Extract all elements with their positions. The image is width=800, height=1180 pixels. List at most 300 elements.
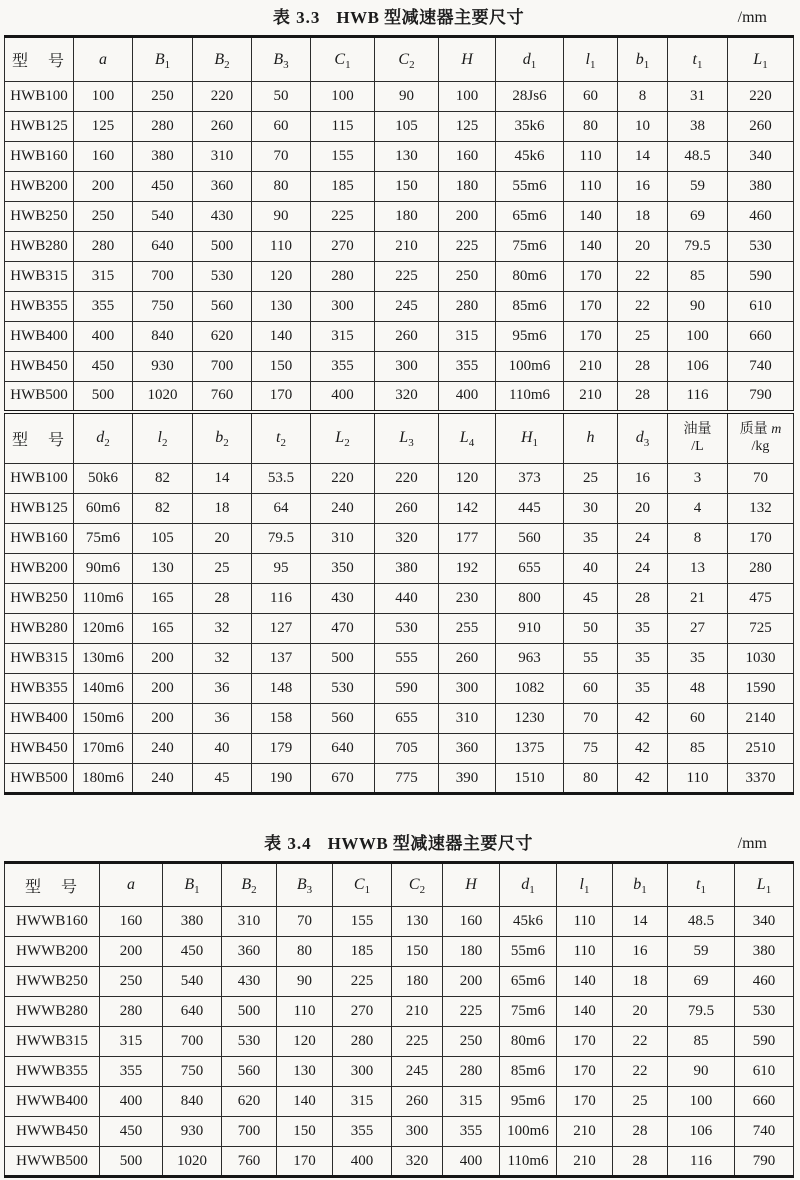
value-cell: 13 <box>668 554 728 584</box>
value-cell: 700 <box>133 262 193 292</box>
value-cell: 185 <box>333 937 392 967</box>
value-cell: 115 <box>311 112 375 142</box>
value-cell: 260 <box>193 112 252 142</box>
value-cell: 100 <box>439 82 496 112</box>
value-cell: 110m6 <box>500 1147 557 1177</box>
value-cell: 130m6 <box>74 644 133 674</box>
value-cell: 240 <box>133 734 193 764</box>
value-cell: 179 <box>252 734 311 764</box>
value-cell: 14 <box>193 464 252 494</box>
value-cell: 35 <box>668 644 728 674</box>
column-header: $B_3$ <box>252 37 311 82</box>
value-cell: 20 <box>618 494 668 524</box>
value-cell: 775 <box>375 764 439 794</box>
value-cell: 100 <box>311 82 375 112</box>
value-cell: 60 <box>564 674 618 704</box>
value-cell: 225 <box>443 997 500 1027</box>
value-cell: 36 <box>193 674 252 704</box>
value-cell: 100m6 <box>496 352 564 382</box>
column-header: $B_2$ <box>193 37 252 82</box>
value-cell: 127 <box>252 614 311 644</box>
value-cell: 245 <box>375 292 439 322</box>
table-row <box>5 1057 794 1087</box>
value-cell: 85 <box>668 1027 735 1057</box>
model-cell: HWB100 <box>5 464 74 494</box>
value-cell: 210 <box>564 382 618 412</box>
value-cell: 65m6 <box>500 967 557 997</box>
value-cell: 45k6 <box>496 142 564 172</box>
value-cell: 70 <box>252 142 311 172</box>
column-header: $l_2$ <box>133 412 193 464</box>
value-cell: 460 <box>728 202 794 232</box>
table34-caption-number: 表 3.4 <box>264 834 312 853</box>
column-header: 质量 m /kg <box>728 412 794 464</box>
table-row <box>5 1027 794 1057</box>
value-cell: 116 <box>668 1147 735 1177</box>
value-cell: 100m6 <box>500 1117 557 1147</box>
value-cell: 280 <box>100 997 163 1027</box>
column-header: $t_1$ <box>668 37 728 82</box>
value-cell: 700 <box>222 1117 277 1147</box>
model-cell: HWB125 <box>5 494 74 524</box>
value-cell: 300 <box>392 1117 443 1147</box>
value-cell: 170 <box>277 1147 333 1177</box>
model-cell: HWB355 <box>5 674 74 704</box>
value-cell: 48.5 <box>668 907 735 937</box>
value-cell: 70 <box>564 704 618 734</box>
value-cell: 50k6 <box>74 464 133 494</box>
value-cell: 55m6 <box>500 937 557 967</box>
value-cell: 340 <box>728 142 794 172</box>
value-cell: 130 <box>277 1057 333 1087</box>
value-cell: 116 <box>668 382 728 412</box>
value-cell: 45 <box>193 764 252 794</box>
value-cell: 320 <box>375 524 439 554</box>
model-cell: HWB280 <box>5 232 74 262</box>
value-cell: 120 <box>439 464 496 494</box>
value-cell: 55 <box>564 644 618 674</box>
value-cell: 530 <box>193 262 252 292</box>
value-cell: 240 <box>311 494 375 524</box>
value-cell: 620 <box>222 1087 277 1117</box>
value-cell: 355 <box>443 1117 500 1147</box>
value-cell: 82 <box>133 464 193 494</box>
value-cell: 315 <box>333 1087 392 1117</box>
value-cell: 42 <box>618 704 668 734</box>
value-cell: 790 <box>735 1147 794 1177</box>
model-cell: HWB400 <box>5 704 74 734</box>
value-cell: 35 <box>618 644 668 674</box>
model-cell: HWWB160 <box>5 907 100 937</box>
value-cell: 48 <box>668 674 728 704</box>
table-row <box>5 614 794 644</box>
value-cell: 610 <box>728 292 794 322</box>
value-cell: 75 <box>564 734 618 764</box>
value-cell: 360 <box>193 172 252 202</box>
value-cell: 60 <box>252 112 311 142</box>
value-cell: 930 <box>163 1117 222 1147</box>
value-cell: 430 <box>311 584 375 614</box>
value-cell: 315 <box>439 322 496 352</box>
column-header: $l_1$ <box>564 37 618 82</box>
value-cell: 200 <box>439 202 496 232</box>
column-header: $C_2$ <box>375 37 439 82</box>
value-cell: 1020 <box>133 382 193 412</box>
value-cell: 500 <box>100 1147 163 1177</box>
value-cell: 315 <box>443 1087 500 1117</box>
value-cell: 42 <box>618 734 668 764</box>
value-cell: 160 <box>439 142 496 172</box>
column-header: $d_1$ <box>500 863 557 907</box>
value-cell: 270 <box>311 232 375 262</box>
value-cell: 200 <box>133 644 193 674</box>
column-header: h <box>564 412 618 464</box>
value-cell: 310 <box>193 142 252 172</box>
value-cell: 400 <box>333 1147 392 1177</box>
value-cell: 180 <box>443 937 500 967</box>
column-header: a <box>100 863 163 907</box>
value-cell: 170 <box>557 1087 613 1117</box>
value-cell: 200 <box>74 172 133 202</box>
value-cell: 170 <box>564 262 618 292</box>
column-header: 油量 /L <box>668 412 728 464</box>
value-cell: 53.5 <box>252 464 311 494</box>
value-cell: 700 <box>163 1027 222 1057</box>
value-cell: 16 <box>613 937 668 967</box>
value-cell: 700 <box>193 352 252 382</box>
value-cell: 180m6 <box>74 764 133 794</box>
value-cell: 963 <box>496 644 564 674</box>
value-cell: 35 <box>618 614 668 644</box>
table33-unit-label: /mm <box>737 9 767 26</box>
value-cell: 90 <box>668 292 728 322</box>
value-cell: 355 <box>439 352 496 382</box>
value-cell: 165 <box>133 584 193 614</box>
value-cell: 69 <box>668 202 728 232</box>
value-cell: 79.5 <box>668 232 728 262</box>
value-cell: 140 <box>564 232 618 262</box>
value-cell: 110 <box>668 764 728 794</box>
value-cell: 20 <box>618 232 668 262</box>
value-cell: 28 <box>613 1147 668 1177</box>
value-cell: 110m6 <box>74 584 133 614</box>
model-cell: HWB315 <box>5 644 74 674</box>
value-cell: 225 <box>392 1027 443 1057</box>
value-cell: 355 <box>74 292 133 322</box>
value-cell: 190 <box>252 764 311 794</box>
column-header: $C_2$ <box>392 863 443 907</box>
value-cell: 2510 <box>728 734 794 764</box>
value-cell: 110 <box>564 142 618 172</box>
value-cell: 355 <box>311 352 375 382</box>
value-cell: 158 <box>252 704 311 734</box>
value-cell: 750 <box>133 292 193 322</box>
value-cell: 260 <box>392 1087 443 1117</box>
value-cell: 255 <box>439 614 496 644</box>
table-row <box>5 524 794 554</box>
value-cell: 380 <box>728 172 794 202</box>
value-cell: 310 <box>311 524 375 554</box>
column-header: a <box>74 37 133 82</box>
value-cell: 28 <box>193 584 252 614</box>
table-row <box>5 382 794 412</box>
value-cell: 140m6 <box>74 674 133 704</box>
value-cell: 315 <box>100 1027 163 1057</box>
table-row <box>5 704 794 734</box>
value-cell: 260 <box>728 112 794 142</box>
table34-caption-title: HWWB 型减速器主要尺寸 <box>327 834 533 853</box>
value-cell: 140 <box>557 967 613 997</box>
value-cell: 160 <box>443 907 500 937</box>
value-cell: 250 <box>74 202 133 232</box>
value-cell: 640 <box>311 734 375 764</box>
column-header: $l_1$ <box>557 863 613 907</box>
value-cell: 80m6 <box>496 262 564 292</box>
value-cell: 180 <box>392 967 443 997</box>
value-cell: 400 <box>100 1087 163 1117</box>
value-cell: 8 <box>618 82 668 112</box>
value-cell: 95m6 <box>500 1087 557 1117</box>
value-cell: 560 <box>222 1057 277 1087</box>
value-cell: 310 <box>222 907 277 937</box>
column-header: 型 号 <box>5 863 100 907</box>
value-cell: 620 <box>193 322 252 352</box>
column-header: 型 号 <box>5 37 74 82</box>
model-cell: HWB160 <box>5 142 74 172</box>
model-cell: HWB355 <box>5 292 74 322</box>
value-cell: 315 <box>74 262 133 292</box>
column-header: $L_2$ <box>311 412 375 464</box>
value-cell: 260 <box>439 644 496 674</box>
model-cell: HWWB500 <box>5 1147 100 1177</box>
model-cell: HWWB280 <box>5 997 100 1027</box>
value-cell: 660 <box>728 322 794 352</box>
value-cell: 38 <box>668 112 728 142</box>
value-cell: 25 <box>564 464 618 494</box>
value-cell: 45k6 <box>500 907 557 937</box>
value-cell: 95 <box>252 554 311 584</box>
value-cell: 200 <box>100 937 163 967</box>
value-cell: 380 <box>163 907 222 937</box>
value-cell: 560 <box>193 292 252 322</box>
value-cell: 530 <box>222 1027 277 1057</box>
value-cell: 840 <box>133 322 193 352</box>
table-row <box>5 292 794 322</box>
column-header: $b_1$ <box>618 37 668 82</box>
value-cell: 140 <box>557 997 613 1027</box>
value-cell: 530 <box>735 997 794 1027</box>
header-row <box>5 37 794 82</box>
value-cell: 300 <box>311 292 375 322</box>
model-cell: HWB315 <box>5 262 74 292</box>
value-cell: 28 <box>618 382 668 412</box>
value-cell: 130 <box>392 907 443 937</box>
table-row <box>5 1147 794 1177</box>
value-cell: 660 <box>735 1087 794 1117</box>
table-row <box>5 674 794 704</box>
value-cell: 155 <box>333 907 392 937</box>
value-cell: 160 <box>100 907 163 937</box>
column-header: $b_2$ <box>193 412 252 464</box>
value-cell: 80 <box>564 764 618 794</box>
value-cell: 79.5 <box>668 997 735 1027</box>
value-cell: 150m6 <box>74 704 133 734</box>
value-cell: 280 <box>74 232 133 262</box>
value-cell: 320 <box>375 382 439 412</box>
value-cell: 75m6 <box>74 524 133 554</box>
value-cell: 116 <box>252 584 311 614</box>
table-row <box>5 734 794 764</box>
table-row <box>5 352 794 382</box>
value-cell: 530 <box>728 232 794 262</box>
model-cell: HWB125 <box>5 112 74 142</box>
value-cell: 1082 <box>496 674 564 704</box>
value-cell: 200 <box>443 967 500 997</box>
value-cell: 125 <box>74 112 133 142</box>
value-cell: 60m6 <box>74 494 133 524</box>
model-cell: HWB400 <box>5 322 74 352</box>
value-cell: 220 <box>193 82 252 112</box>
value-cell: 930 <box>133 352 193 382</box>
value-cell: 14 <box>613 907 668 937</box>
value-cell: 80m6 <box>500 1027 557 1057</box>
value-cell: 200 <box>133 704 193 734</box>
value-cell: 177 <box>439 524 496 554</box>
column-header: $t_1$ <box>668 863 735 907</box>
value-cell: 90 <box>375 82 439 112</box>
value-cell: 280 <box>333 1027 392 1057</box>
value-cell: 170 <box>557 1027 613 1057</box>
column-header: $B_1$ <box>163 863 222 907</box>
value-cell: 35 <box>564 524 618 554</box>
value-cell: 18 <box>618 202 668 232</box>
table-row <box>5 232 794 262</box>
value-cell: 105 <box>375 112 439 142</box>
value-cell: 160 <box>74 142 133 172</box>
table-row <box>5 322 794 352</box>
value-cell: 610 <box>735 1057 794 1087</box>
value-cell: 640 <box>163 997 222 1027</box>
value-cell: 140 <box>252 322 311 352</box>
value-cell: 170 <box>728 524 794 554</box>
value-cell: 170 <box>557 1057 613 1087</box>
value-cell: 85m6 <box>500 1057 557 1087</box>
value-cell: 315 <box>311 322 375 352</box>
value-cell: 760 <box>222 1147 277 1177</box>
value-cell: 250 <box>133 82 193 112</box>
value-cell: 560 <box>496 524 564 554</box>
column-header: $d_3$ <box>618 412 668 464</box>
hwb-dimensions-table <box>4 35 794 795</box>
value-cell: 110 <box>277 997 333 1027</box>
value-cell: 110 <box>252 232 311 262</box>
value-cell: 740 <box>735 1117 794 1147</box>
table-row <box>5 464 794 494</box>
value-cell: 80 <box>277 937 333 967</box>
value-cell: 470 <box>311 614 375 644</box>
model-cell: HWB250 <box>5 202 74 232</box>
model-cell: HWB500 <box>5 382 74 412</box>
value-cell: 130 <box>252 292 311 322</box>
value-cell: 40 <box>564 554 618 584</box>
value-cell: 280 <box>311 262 375 292</box>
hwwb-dimensions-table <box>4 861 794 1178</box>
value-cell: 500 <box>222 997 277 1027</box>
value-cell: 75m6 <box>500 997 557 1027</box>
header-row <box>5 412 794 464</box>
value-cell: 55m6 <box>496 172 564 202</box>
value-cell: 790 <box>728 382 794 412</box>
value-cell: 90 <box>252 202 311 232</box>
value-cell: 69 <box>668 967 735 997</box>
model-cell: HWWB315 <box>5 1027 100 1057</box>
value-cell: 210 <box>564 352 618 382</box>
value-cell: 85 <box>668 734 728 764</box>
header-row <box>5 863 794 907</box>
column-header: $L_1$ <box>728 37 794 82</box>
value-cell: 280 <box>443 1057 500 1087</box>
value-cell: 280 <box>439 292 496 322</box>
value-cell: 450 <box>100 1117 163 1147</box>
value-cell: 3370 <box>728 764 794 794</box>
value-cell: 10 <box>618 112 668 142</box>
value-cell: 90 <box>668 1057 735 1087</box>
table-row <box>5 644 794 674</box>
value-cell: 380 <box>735 937 794 967</box>
value-cell: 390 <box>439 764 496 794</box>
value-cell: 250 <box>100 967 163 997</box>
value-cell: 70 <box>277 907 333 937</box>
table-row <box>5 202 794 232</box>
value-cell: 300 <box>333 1057 392 1087</box>
value-cell: 500 <box>74 382 133 412</box>
value-cell: 110 <box>557 937 613 967</box>
value-cell: 210 <box>557 1147 613 1177</box>
model-cell: HWB200 <box>5 554 74 584</box>
value-cell: 200 <box>133 674 193 704</box>
value-cell: 150 <box>252 352 311 382</box>
value-cell: 82 <box>133 494 193 524</box>
table-row <box>5 937 794 967</box>
value-cell: 590 <box>375 674 439 704</box>
value-cell: 560 <box>311 704 375 734</box>
model-cell: HWWB400 <box>5 1087 100 1117</box>
value-cell: 1375 <box>496 734 564 764</box>
value-cell: 14 <box>618 142 668 172</box>
value-cell: 450 <box>133 172 193 202</box>
value-cell: 225 <box>375 262 439 292</box>
value-cell: 245 <box>392 1057 443 1087</box>
table33-caption-title: HWB 型减速器主要尺寸 <box>336 8 525 27</box>
value-cell: 16 <box>618 464 668 494</box>
value-cell: 1030 <box>728 644 794 674</box>
value-cell: 3 <box>668 464 728 494</box>
value-cell: 350 <box>311 554 375 584</box>
model-cell: HWB160 <box>5 524 74 554</box>
value-cell: 85m6 <box>496 292 564 322</box>
value-cell: 2140 <box>728 704 794 734</box>
table-row <box>5 82 794 112</box>
value-cell: 373 <box>496 464 564 494</box>
value-cell: 500 <box>311 644 375 674</box>
value-cell: 32 <box>193 644 252 674</box>
value-cell: 25 <box>613 1087 668 1117</box>
value-cell: 225 <box>333 967 392 997</box>
value-cell: 270 <box>333 997 392 1027</box>
table-row <box>5 554 794 584</box>
value-cell: 130 <box>133 554 193 584</box>
value-cell: 740 <box>728 352 794 382</box>
